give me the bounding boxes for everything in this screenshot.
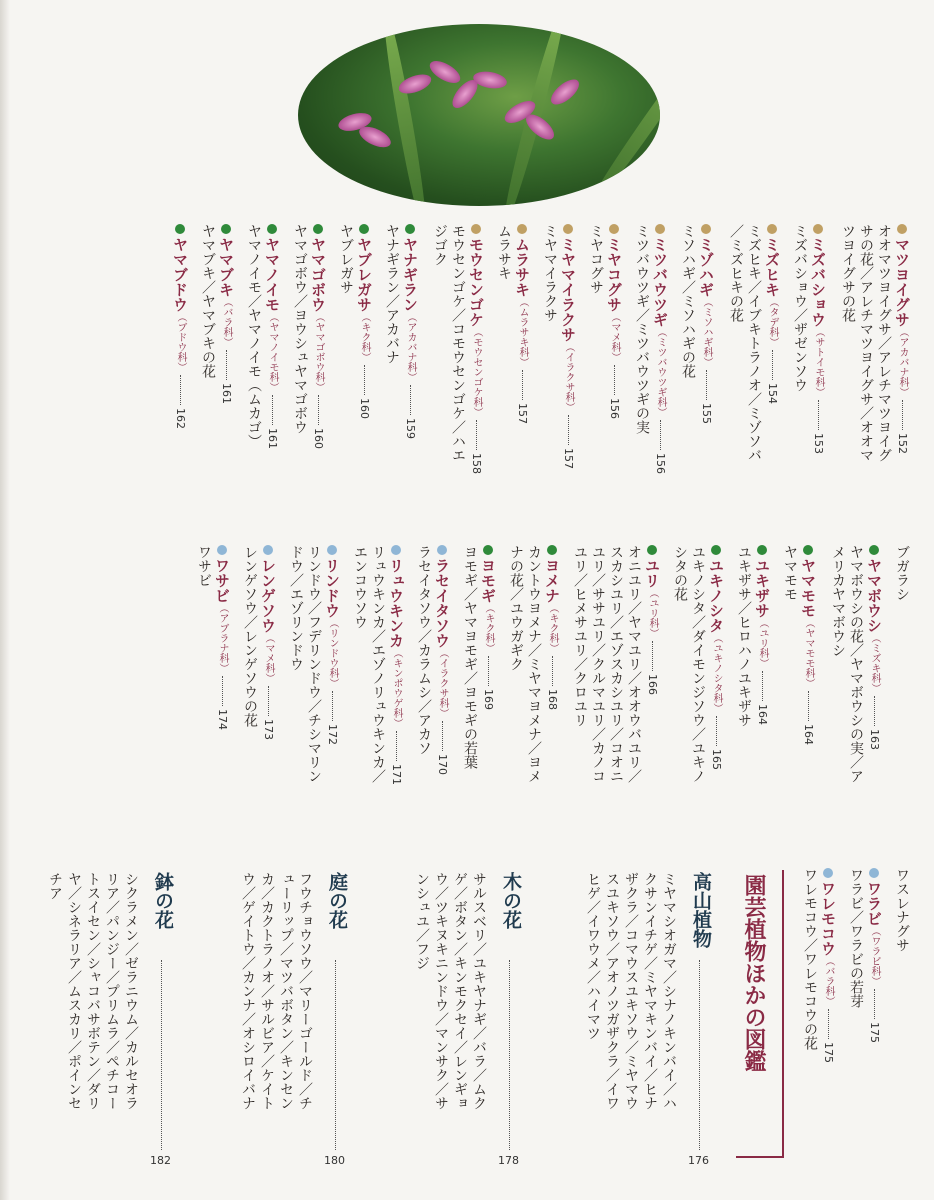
bullet-dot-icon	[391, 545, 401, 555]
section-page-number: 178	[498, 1154, 519, 1167]
entry-name: ヤマボウシ	[865, 558, 883, 633]
entry-text: リンドウ／フデリンドウ／チシマリン	[306, 545, 322, 783]
entry-text: スカシユリ／エゾスカシユリ／コオニ	[608, 545, 624, 783]
entry-text: ミヤマイラクサ	[542, 224, 558, 322]
entry-page-number: 156	[654, 453, 667, 474]
index-entry-line	[291, 224, 309, 434]
bullet-dot-icon	[701, 224, 711, 234]
section-leader-dots	[335, 960, 336, 1150]
leader-dots	[568, 415, 569, 445]
index-entry-line	[541, 224, 559, 322]
bullet-dot-icon	[609, 224, 619, 234]
index-entry-line	[571, 545, 589, 727]
entry-name: ユキザサ	[753, 558, 771, 618]
bullet-dot-icon	[217, 545, 227, 555]
index-entry-line	[589, 545, 607, 783]
entry-page-number: 160	[358, 398, 371, 419]
leader-dots	[396, 731, 397, 761]
leader-dots	[874, 989, 875, 1019]
entry-family: （ヤマゴボウ科）	[313, 312, 324, 392]
entry-page-number: 169	[482, 689, 495, 710]
index-entry-line	[199, 224, 217, 378]
index-entry-heading	[401, 224, 419, 439]
index-entry-line	[727, 224, 745, 322]
section-leader-dots	[161, 960, 162, 1150]
section-entry-line: ヤ／シネラリア／ムスカリ／ポインセ	[66, 872, 82, 1110]
entry-page-number: 162	[174, 408, 187, 429]
index-entry-heading	[651, 224, 669, 474]
entry-family: （アブラナ科）	[217, 603, 228, 673]
section-title: 高山植物	[690, 872, 712, 948]
index-entry-heading	[259, 545, 277, 740]
entry-name: ヤブレガサ	[355, 237, 373, 312]
index-entry-line	[351, 545, 369, 629]
leader-dots	[818, 400, 819, 430]
entry-name: ワラビ	[865, 881, 883, 926]
entry-page-number: 171	[390, 764, 403, 785]
index-entry-line	[607, 545, 625, 783]
entry-name: ヨメナ	[543, 558, 561, 603]
entry-family: （バラ科）	[221, 297, 232, 347]
section-entry-line: ゲ／ボタン／キンモクセイ／レンギョ	[452, 872, 468, 1110]
leader-dots	[222, 676, 223, 706]
entry-family: （マメ科）	[263, 633, 274, 683]
leader-dots	[268, 686, 269, 716]
entry-name: ワサビ	[213, 558, 231, 603]
entry-text: ミズヒキ／イブキトラノオ／ミゾソバ	[746, 224, 762, 462]
bullet-dot-icon	[711, 545, 721, 555]
entry-text: ミズバショウ／ザゼンソウ	[792, 224, 808, 392]
garden-plants-title: 園芸植物ほかの図鑑	[741, 874, 766, 1072]
index-entry-line	[587, 224, 605, 294]
leader-dots	[828, 1009, 829, 1039]
entry-text: メリカヤマボウシ	[830, 545, 846, 657]
leader-dots	[614, 365, 615, 395]
index-entry-heading	[213, 545, 231, 730]
index-entry-line	[507, 545, 525, 671]
bullet-dot-icon	[175, 224, 185, 234]
section-entry-line: ウ／ツキヌキニンドウ／マンサク／サ	[433, 872, 449, 1110]
section-entry-line: スユキソウ／アオノツガザクラ／イワ	[604, 872, 620, 1110]
index-entry-line	[875, 224, 893, 462]
section-entry-line: リア／パンジー／プリムラ／ペチコー	[104, 872, 120, 1110]
entry-text: ヤブレガサ	[338, 224, 354, 294]
entry-family: （ミソハギ科）	[701, 297, 712, 367]
entry-page-number: 159	[404, 418, 417, 439]
entry-name: ミズヒキ	[763, 237, 781, 297]
entry-name: リュウキンカ	[387, 558, 405, 648]
leader-dots	[272, 395, 273, 425]
index-entry-line	[633, 224, 651, 434]
entry-name: ミツバウツギ	[651, 237, 669, 327]
entry-text: レンゲソウ／レンゲソウの花	[242, 545, 258, 727]
leader-dots	[522, 370, 523, 400]
entry-family: （ユリ科）	[647, 588, 658, 638]
entry-text: ドウ／エゾリンドウ	[288, 545, 304, 671]
entry-text: ヤマモモ	[782, 545, 798, 601]
orchid-photo	[298, 24, 660, 206]
leader-dots	[180, 375, 181, 405]
index-entry-heading	[559, 224, 577, 469]
index-entry-line	[305, 545, 323, 783]
leader-dots	[772, 350, 773, 380]
leader-dots	[652, 641, 653, 671]
index-entry-line	[847, 545, 865, 783]
entry-page-number: 157	[516, 403, 529, 424]
index-entry-heading	[893, 224, 911, 454]
index-entry-heading	[323, 545, 341, 745]
entry-text: ワレモコウ／ワレモコウの花	[802, 868, 818, 1050]
entry-page-number: 152	[896, 433, 909, 454]
entry-page-number: 168	[546, 689, 559, 710]
bullet-dot-icon	[655, 224, 665, 234]
entry-name: レンゲソウ	[259, 558, 277, 633]
leader-dots	[442, 721, 443, 751]
entry-name: ミズバショウ	[809, 237, 827, 327]
entry-text: ワスレナグサ	[894, 868, 910, 952]
index-entry-heading	[387, 545, 405, 785]
entry-family: （アカバナ科）	[897, 327, 908, 397]
entry-family: （マメ科）	[609, 312, 620, 362]
entry-text: ／ミズヒキの花	[728, 224, 744, 322]
entry-text: ヤマゴボウ／ヨウシュヤマゴボウ	[292, 224, 308, 434]
index-entry-heading	[865, 545, 883, 750]
entry-page-number: 156	[608, 398, 621, 419]
index-entry-heading	[643, 545, 661, 695]
section-entry-line: シクラメン／ゼラニウム／カルセオラ	[123, 872, 139, 1110]
index-entry-line	[893, 545, 911, 601]
entry-name: ワレモコウ	[819, 881, 837, 956]
leader-dots	[660, 420, 661, 450]
entry-family: （ミズキ科）	[869, 633, 880, 693]
bullet-dot-icon	[547, 545, 557, 555]
bullet-dot-icon	[823, 868, 833, 878]
entry-page-number: 170	[436, 754, 449, 775]
entry-name: ラセイタソウ	[433, 558, 451, 648]
entry-family: （タデ科）	[767, 297, 778, 347]
bullet-dot-icon	[803, 545, 813, 555]
entry-family: （ユリ科）	[757, 618, 768, 668]
entry-text: ワラビ／ワラビの若芽	[848, 868, 864, 1008]
entry-text: ジゴク	[432, 224, 448, 266]
entry-text: シタの花	[672, 545, 688, 601]
entry-page-number: 163	[868, 729, 881, 750]
section-entry-line: ンシュユ／フジ	[414, 872, 430, 970]
bullet-dot-icon	[359, 224, 369, 234]
entry-family: （サトイモ科）	[813, 327, 824, 397]
entry-page-number: 173	[262, 719, 275, 740]
entry-page-number: 174	[216, 709, 229, 730]
index-entry-line	[195, 545, 213, 587]
bullet-dot-icon	[405, 224, 415, 234]
entry-name: ヨモギ	[479, 558, 497, 603]
index-entry-heading	[809, 224, 827, 454]
bullet-dot-icon	[757, 545, 767, 555]
index-entry-line	[495, 224, 513, 280]
entry-name: ヤマブドウ	[171, 237, 189, 312]
entry-family: （ワラビ科）	[869, 926, 880, 986]
entry-text: カントウヨメナ／ミヤマヨメナ／ヨメ	[526, 545, 542, 783]
entry-text: ラセイタソウ／カラムシ／アカソ	[416, 545, 432, 755]
index-entry-heading	[467, 224, 485, 474]
index-entry-line	[839, 224, 857, 322]
leader-dots	[318, 395, 319, 425]
index-entry-heading	[355, 224, 373, 419]
entry-text: ミソハギ／ミソハギの花	[680, 224, 696, 378]
entry-family: （バラ科）	[823, 956, 834, 1006]
entry-text: ムラサキ	[496, 224, 512, 280]
index-entry-heading	[799, 545, 817, 745]
section-title: 木の花	[500, 872, 522, 929]
bullet-dot-icon	[869, 545, 879, 555]
bullet-dot-icon	[221, 224, 231, 234]
bullet-dot-icon	[869, 868, 879, 878]
entry-name: ヤマノイモ	[263, 237, 281, 312]
entry-text: ユリ／ヒメサユリ／クロユリ	[572, 545, 588, 727]
bullet-dot-icon	[327, 545, 337, 555]
index-entry-line	[245, 224, 263, 448]
leader-dots	[762, 671, 763, 701]
section-entry-line: ザクラ／コマウスユキソウ／ミヤマウ	[623, 872, 639, 1110]
entry-page-number: 158	[470, 453, 483, 474]
bullet-dot-icon	[483, 545, 493, 555]
index-entry-heading	[865, 868, 883, 1043]
section-entry-line: ヒゲ／イワウメ／ハイマツ	[585, 872, 601, 1040]
entry-family: （モウセンゴケ科）	[471, 327, 482, 417]
index-entry-heading	[753, 545, 771, 725]
entry-page-number: 160	[312, 428, 325, 449]
entry-text: ヤマノイモ／ヤマノイモ（ムカゴ）	[246, 224, 262, 448]
page-edge-shadow	[0, 0, 10, 1200]
entry-family: （ミツバウツギ科）	[655, 327, 666, 417]
entry-text: ワサビ	[196, 545, 212, 587]
index-entry-line	[791, 224, 809, 392]
index-entry-heading	[171, 224, 189, 429]
bullet-dot-icon	[767, 224, 777, 234]
section-leader-dots	[509, 960, 510, 1150]
bullet-dot-icon	[897, 224, 907, 234]
entry-name: ユリ	[643, 558, 661, 588]
entry-family: （アカバナ科）	[405, 312, 416, 382]
entry-family: （キンポウゲ科）	[391, 648, 402, 728]
bullet-dot-icon	[267, 224, 277, 234]
entry-text: ヤマボウシの花／ヤマボウシの実／ア	[848, 545, 864, 783]
index-entry-line	[745, 224, 763, 462]
entry-text: ユキザサ／ヒロハノユキザサ	[736, 545, 752, 727]
entry-family: （ブドウ科）	[175, 312, 186, 372]
index-entry-line	[857, 224, 875, 462]
index-entry-line	[781, 545, 799, 601]
index-entry-line	[893, 868, 911, 952]
index-entry-line	[383, 224, 401, 364]
leader-dots	[410, 385, 411, 415]
leader-dots	[488, 656, 489, 686]
entry-family: （キク科）	[547, 603, 558, 653]
index-entry-line	[461, 545, 479, 769]
entry-text: ヨモギ／ヤマヨモギ／ヨモギの若葉	[462, 545, 478, 769]
entry-page-number: 172	[326, 724, 339, 745]
entry-family: （キク科）	[359, 312, 370, 362]
entry-page-number: 155	[700, 403, 713, 424]
entry-page-number: 154	[766, 383, 779, 404]
index-entry-heading	[819, 868, 837, 1063]
entry-name: リンドウ	[323, 558, 341, 618]
entry-text: オニユリ／ヤマユリ／オオウバユリ／	[626, 545, 642, 783]
bullet-dot-icon	[647, 545, 657, 555]
index-entry-line	[679, 224, 697, 378]
bullet-dot-icon	[313, 224, 323, 234]
entry-family: （キク科）	[483, 603, 494, 653]
leader-dots	[902, 400, 903, 430]
index-entry-line	[525, 545, 543, 783]
index-entry-heading	[763, 224, 781, 404]
leader-dots	[716, 716, 717, 746]
index-entry-line	[689, 545, 707, 783]
entry-family: （ヤマノイモ科）	[267, 312, 278, 392]
index-entry-line	[431, 224, 449, 266]
index-entry-heading	[707, 545, 725, 770]
section-page-number: 176	[688, 1154, 709, 1167]
bullet-dot-icon	[813, 224, 823, 234]
entry-family: （イラクサ科）	[437, 648, 448, 718]
entry-text: オオマツヨイグサ／アレチマツヨイグ	[876, 224, 892, 462]
leader-dots	[706, 370, 707, 400]
entry-page-number: 164	[756, 704, 769, 725]
entry-page-number: 165	[710, 749, 723, 770]
index-entry-line	[415, 545, 433, 755]
entry-text: ユキノシタ／ダイモンジソウ／ユキノ	[690, 545, 706, 783]
index-entry-line	[829, 545, 847, 657]
entry-family: （リンドウ科）	[327, 618, 338, 688]
section-entry-line: サルスベリ／ユキヤナギ／バラ／ムク	[471, 872, 487, 1110]
entry-text: ツヨイグサの花	[840, 224, 856, 322]
leader-dots	[874, 696, 875, 726]
leader-dots	[552, 656, 553, 686]
leader-dots	[332, 691, 333, 721]
entry-page-number: 164	[802, 724, 815, 745]
entry-text: ミヤコグサ	[588, 224, 604, 294]
entry-text: ブガラシ	[894, 545, 910, 601]
section-entry-line: カ／カクトラノオ／サルビア／ケイト	[259, 872, 275, 1110]
index-entry-line	[369, 545, 387, 783]
entry-name: ヤナギラン	[401, 237, 419, 312]
entry-name: ヤマモモ	[799, 558, 817, 618]
entry-name: ミゾハギ	[697, 237, 715, 297]
index-entry-heading	[433, 545, 451, 775]
entry-text: ヤナギラン／アカバナ	[384, 224, 400, 364]
entry-name: モウセンゴケ	[467, 237, 485, 327]
entry-text: ユリ／ササユリ／クルマユリ／カノコ	[590, 545, 606, 783]
leader-dots	[808, 691, 809, 721]
entry-text: モウセンゴケ／コモウセンゴケ／ハエ	[450, 224, 466, 462]
index-entry-line	[735, 545, 753, 727]
entry-page-number: 161	[220, 383, 233, 404]
bullet-dot-icon	[517, 224, 527, 234]
entry-name: ミヤマイラクサ	[559, 237, 577, 342]
bullet-dot-icon	[563, 224, 573, 234]
entry-name: ムラサキ	[513, 237, 531, 297]
section-title: 庭の花	[326, 872, 348, 929]
entry-text: エンコウソウ	[352, 545, 368, 629]
index-entry-line	[287, 545, 305, 671]
entry-text: ヤマブキ／ヤマブキの花	[200, 224, 216, 378]
index-entry-line	[241, 545, 259, 727]
entry-text: リュウキンカ／エゾノリュウキンカ／	[370, 545, 386, 783]
index-entry-line	[337, 224, 355, 294]
index-entry-line	[801, 868, 819, 1050]
index-entry-line	[671, 545, 689, 601]
entry-family: （イラクサ科）	[563, 342, 574, 412]
entry-page-number: 153	[812, 433, 825, 454]
section-entry-line: チア	[47, 872, 63, 900]
entry-family: （ユキノシタ科）	[711, 633, 722, 713]
bullet-dot-icon	[471, 224, 481, 234]
index-entry-heading	[543, 545, 561, 710]
entry-page-number: 161	[266, 428, 279, 449]
entry-family: （ヤマモモ科）	[803, 618, 814, 688]
entry-name: ヤマゴボウ	[309, 237, 327, 312]
entry-name: マツヨイグサ	[893, 237, 911, 327]
section-leader-dots	[699, 960, 700, 1150]
section-page-number: 182	[150, 1154, 171, 1167]
entry-name: ヤマブキ	[217, 237, 235, 297]
leader-dots	[364, 365, 365, 395]
section-entry-line: ミヤマシオガマ／シナノキンバイ／ハ	[661, 872, 677, 1110]
entry-page-number: 175	[868, 1022, 881, 1043]
bullet-dot-icon	[437, 545, 447, 555]
entry-text: サの花／アレチマツヨイグサ／オオマ	[858, 224, 874, 462]
entry-text: ミツバウツギ／ミツバウツギの実	[634, 224, 650, 434]
entry-page-number: 166	[646, 674, 659, 695]
index-entry-line	[847, 868, 865, 1008]
entry-page-number: 157	[562, 448, 575, 469]
section-page-number: 180	[324, 1154, 345, 1167]
entry-name: ミヤコグサ	[605, 237, 623, 312]
section-entry-line: ウ／ゲイトウ／カンナ／オシロイバナ	[240, 872, 256, 1110]
entry-page-number: 175	[822, 1042, 835, 1063]
index-entry-heading	[605, 224, 623, 419]
entry-name: ユキノシタ	[707, 558, 725, 633]
index-entry-line	[449, 224, 467, 462]
index-entry-heading	[697, 224, 715, 424]
index-entry-heading	[479, 545, 497, 710]
section-entry-line: トスイセン／シャコバサボテン／ダリ	[85, 872, 101, 1110]
leader-dots	[476, 420, 477, 450]
section-entry-line: ューリップ／マツバボタン／キンセン	[278, 872, 294, 1110]
index-entry-heading	[263, 224, 281, 449]
section-entry-line: フウチョウソウ／マリーゴールド／チ	[297, 872, 313, 1110]
entry-family: （ムラサキ科）	[517, 297, 528, 367]
index-entry-line	[625, 545, 643, 783]
bullet-dot-icon	[263, 545, 273, 555]
section-entry-line: クサンイチゲ／ミヤマキンバイ／ヒナ	[642, 872, 658, 1110]
section-title: 鉢の花	[152, 872, 174, 929]
entry-text: ナの花／ユウガギク	[508, 545, 524, 671]
index-entry-heading	[217, 224, 235, 404]
leader-dots	[226, 350, 227, 380]
index-entry-heading	[513, 224, 531, 424]
index-entry-heading	[309, 224, 327, 449]
